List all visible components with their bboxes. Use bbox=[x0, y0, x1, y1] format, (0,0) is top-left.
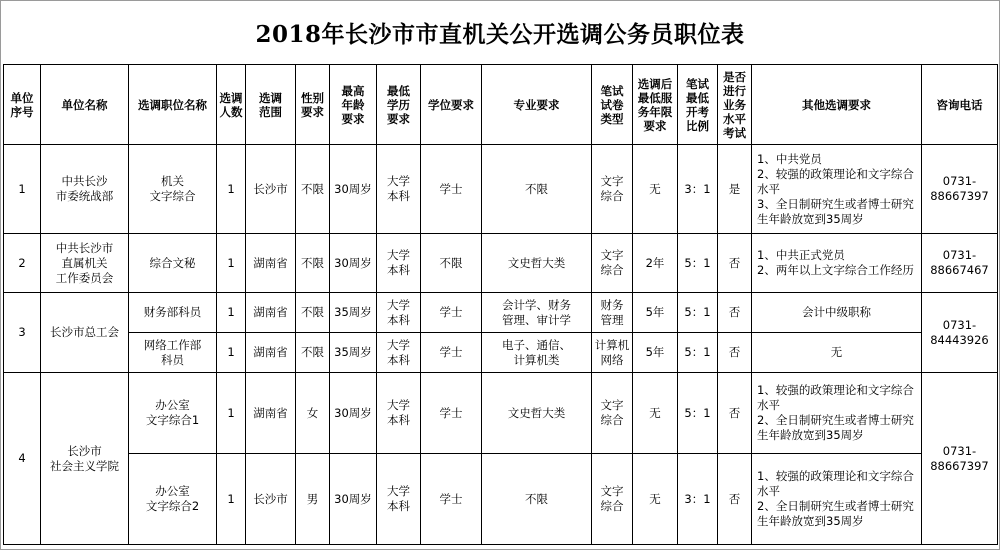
table-row bbox=[4, 293, 998, 333]
header-degree: 学位要求 bbox=[421, 65, 482, 145]
header-unit: 单位名称 bbox=[41, 65, 129, 145]
cell-ratio: 5：1 bbox=[678, 234, 718, 293]
cell-writing-test: 否 bbox=[718, 333, 752, 373]
cell-position: 办公室 文字综合2 bbox=[129, 454, 217, 545]
cell-min-service: 2年 bbox=[633, 234, 678, 293]
header-min-service: 选调后 最低服 务年限 要求 bbox=[633, 65, 678, 145]
cell-unit: 中共长沙 市委统战部 bbox=[41, 145, 129, 234]
cell-min-service: 5年 bbox=[633, 333, 678, 373]
cell-degree: 学士 bbox=[421, 293, 482, 333]
cell-max-age: 35周岁 bbox=[330, 333, 377, 373]
table-row bbox=[4, 145, 998, 234]
cell-major: 文史哲大类 bbox=[482, 234, 592, 293]
cell-writing-test: 否 bbox=[718, 454, 752, 545]
cell-ratio: 5：1 bbox=[678, 333, 718, 373]
cell-gender: 男 bbox=[296, 454, 330, 545]
cell-min-edu: 大学 本科 bbox=[377, 454, 421, 545]
header-other: 其他选调要求 bbox=[752, 65, 922, 145]
header-major: 专业要求 bbox=[482, 65, 592, 145]
cell-max-age: 30周岁 bbox=[330, 234, 377, 293]
cell-exam-type: 财务 管理 bbox=[592, 293, 633, 333]
cell-degree: 学士 bbox=[421, 145, 482, 234]
cell-other: 1、中共正式党员 2、两年以上文字综合工作经历 bbox=[752, 234, 922, 293]
cell-writing-test: 否 bbox=[718, 373, 752, 454]
cell-scope: 湖南省 bbox=[246, 293, 296, 333]
cell-max-age: 35周岁 bbox=[330, 293, 377, 333]
cell-major: 电子、通信、 计算机类 bbox=[482, 333, 592, 373]
cell-max-age: 30周岁 bbox=[330, 454, 377, 545]
cell-degree: 学士 bbox=[421, 454, 482, 545]
cell-exam-type: 文字 综合 bbox=[592, 234, 633, 293]
cell-min-edu: 大学 本科 bbox=[377, 145, 421, 234]
cell-other: 1、较强的政策理论和文字综合水平 2、全日制研究生或者博士研究生年龄放宽到35周岁 bbox=[752, 454, 922, 545]
cell-exam-type: 文字 综合 bbox=[592, 373, 633, 454]
cell-gender: 不限 bbox=[296, 333, 330, 373]
cell-unit: 长沙市 社会主义学院 bbox=[41, 373, 129, 545]
cell-gender: 不限 bbox=[296, 293, 330, 333]
cell-min-edu: 大学 本科 bbox=[377, 234, 421, 293]
cell-min-service: 无 bbox=[633, 373, 678, 454]
cell-count: 1 bbox=[217, 293, 246, 333]
cell-seq: 4 bbox=[4, 373, 41, 545]
cell-other: 1、中共党员 2、较强的政策理论和文字综合水平 3、全日制研究生或者博士研究生年龄放宽到35周岁 bbox=[752, 145, 922, 234]
cell-degree: 学士 bbox=[421, 373, 482, 454]
cell-gender: 不限 bbox=[296, 234, 330, 293]
cell-count: 1 bbox=[217, 454, 246, 545]
header-phone: 咨询电话 bbox=[922, 65, 998, 145]
cell-count: 1 bbox=[217, 333, 246, 373]
cell-ratio: 5：1 bbox=[678, 293, 718, 333]
cell-other: 无 bbox=[752, 333, 922, 373]
cell-position: 办公室 文字综合1 bbox=[129, 373, 217, 454]
cell-position: 综合文秘 bbox=[129, 234, 217, 293]
cell-count: 1 bbox=[217, 234, 246, 293]
cell-position: 机关 文字综合 bbox=[129, 145, 217, 234]
cell-other: 会计中级职称 bbox=[752, 293, 922, 333]
cell-unit: 长沙市总工会 bbox=[41, 293, 129, 373]
cell-seq: 2 bbox=[4, 234, 41, 293]
header-seq: 单位 序号 bbox=[4, 65, 41, 145]
cell-seq: 3 bbox=[4, 293, 41, 373]
cell-scope: 长沙市 bbox=[246, 454, 296, 545]
cell-phone: 0731- 88667397 bbox=[922, 373, 998, 545]
cell-ratio: 3：1 bbox=[678, 145, 718, 234]
cell-major: 不限 bbox=[482, 454, 592, 545]
table-row bbox=[4, 234, 998, 293]
cell-min-service: 无 bbox=[633, 145, 678, 234]
cell-min-edu: 大学 本科 bbox=[377, 373, 421, 454]
header-count: 选调 人数 bbox=[217, 65, 246, 145]
cell-major: 不限 bbox=[482, 145, 592, 234]
cell-position: 网络工作部 科员 bbox=[129, 333, 217, 373]
cell-major: 文史哲大类 bbox=[482, 373, 592, 454]
cell-gender: 女 bbox=[296, 373, 330, 454]
header-writing-test: 是否 进行 业务 水平 考试 bbox=[718, 65, 752, 145]
header-scope: 选调 范围 bbox=[246, 65, 296, 145]
cell-phone: 0731- 88667397 bbox=[922, 145, 998, 234]
cell-ratio: 5：1 bbox=[678, 373, 718, 454]
cell-degree: 不限 bbox=[421, 234, 482, 293]
cell-phone: 0731- 88667467 bbox=[922, 234, 998, 293]
cell-ratio: 3：1 bbox=[678, 454, 718, 545]
cell-exam-type: 文字 综合 bbox=[592, 454, 633, 545]
cell-writing-test: 否 bbox=[718, 234, 752, 293]
header-max-age: 最高 年龄 要求 bbox=[330, 65, 377, 145]
cell-scope: 湖南省 bbox=[246, 234, 296, 293]
table-row bbox=[4, 333, 998, 373]
cell-min-service: 无 bbox=[633, 454, 678, 545]
positions-table bbox=[3, 64, 998, 545]
cell-other: 1、较强的政策理论和文字综合水平 2、全日制研究生或者博士研究生年龄放宽到35周岁 bbox=[752, 373, 922, 454]
cell-min-edu: 大学 本科 bbox=[377, 333, 421, 373]
cell-min-service: 5年 bbox=[633, 293, 678, 333]
header-row bbox=[4, 65, 998, 145]
cell-scope: 长沙市 bbox=[246, 145, 296, 234]
header-min-edu: 最低 学历 要求 bbox=[377, 65, 421, 145]
cell-min-edu: 大学 本科 bbox=[377, 293, 421, 333]
cell-writing-test: 否 bbox=[718, 293, 752, 333]
cell-position: 财务部科员 bbox=[129, 293, 217, 333]
cell-count: 1 bbox=[217, 145, 246, 234]
cell-degree: 学士 bbox=[421, 333, 482, 373]
cell-gender: 不限 bbox=[296, 145, 330, 234]
cell-max-age: 30周岁 bbox=[330, 373, 377, 454]
cell-exam-type: 文字 综合 bbox=[592, 145, 633, 234]
cell-scope: 湖南省 bbox=[246, 333, 296, 373]
cell-seq: 1 bbox=[4, 145, 41, 234]
page-title: 2018年长沙市市直机关公开选调公务员职位表 bbox=[255, 21, 745, 48]
cell-max-age: 30周岁 bbox=[330, 145, 377, 234]
header-gender: 性别 要求 bbox=[296, 65, 330, 145]
header-ratio: 笔试 最低 开考 比例 bbox=[678, 65, 718, 145]
cell-unit: 中共长沙市 直属机关 工作委员会 bbox=[41, 234, 129, 293]
cell-count: 1 bbox=[217, 373, 246, 454]
cell-major: 会计学、财务 管理、审计学 bbox=[482, 293, 592, 333]
table-row bbox=[4, 454, 998, 545]
cell-exam-type: 计算机 网络 bbox=[592, 333, 633, 373]
header-exam-type: 笔试 试卷 类型 bbox=[592, 65, 633, 145]
cell-phone: 0731- 84443926 bbox=[922, 293, 998, 373]
header-position: 选调职位名称 bbox=[129, 65, 217, 145]
cell-scope: 湖南省 bbox=[246, 373, 296, 454]
table-row bbox=[4, 373, 998, 454]
cell-writing-test: 是 bbox=[718, 145, 752, 234]
